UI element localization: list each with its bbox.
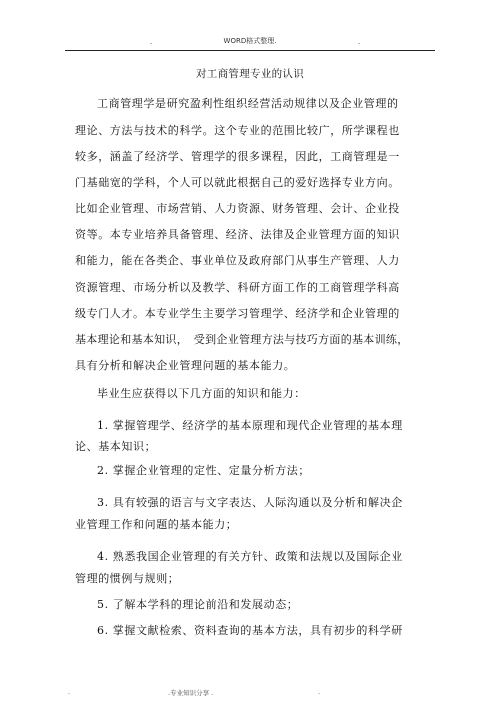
list-item-line: 3. 具有较强的语言与文字表达、人际沟通以及分析和解决企	[97, 496, 403, 509]
body-line: 毕业生应获得以下几方面的知识和能力：	[97, 387, 306, 400]
list-item-line: 6. 掌握文献检索、资料查询的基本方法，具有初步的科学研	[97, 624, 403, 637]
body-line: 理论、方法与技术的科学。这个专业的范围比较广，所学课程也	[75, 124, 400, 137]
list-item-line: 2. 掌握企业管理的定性、定量分析方法；	[97, 464, 310, 477]
body-line: 资源管理、市场分析以及教学、科研方面工作的工商管理学科高	[75, 281, 400, 294]
page-footer	[0, 688, 500, 700]
list-item-line: 1. 掌握管理学、经济学的基本原理和现代企业管理的基本理	[97, 419, 403, 432]
list-item-line: 4. 熟悉我国企业管理的有关方针、政策和法规以及国际企业	[97, 550, 403, 563]
body-line: 级专门人才。本专业学生主要学习管理学、经济学和企业管理的	[75, 307, 400, 320]
body-line: 基本理论和基本知识， 受到企业管理方法与技巧方面的基本训练，	[75, 333, 409, 346]
body-line: 具有分析和解决企业管理问题的基本能力。	[75, 359, 296, 372]
footer-right-mark: .	[318, 688, 321, 696]
body-line: 工商管理学是研究盈利性组织经营活动规律以及企业管理的	[97, 97, 399, 110]
body-line: 和能力，能在各类企、事业单位及政府部门从事生产管理、人力	[75, 254, 400, 267]
body-line: 较多，涵盖了经济学、管理学的很多课程，因此，工商管理是一	[75, 150, 400, 163]
list-item-line: 管理的惯例与规则；	[75, 572, 180, 585]
list-item-line: 5. 了解本学科的理论前沿和发展动态；	[97, 598, 299, 611]
page-header	[0, 36, 500, 50]
header-rule	[65, 50, 435, 51]
header-title: WORD格式整理.	[223, 37, 277, 45]
body-line: 门基础宽的学科，个人可以就此根据自己的爱好选择专业方向。	[75, 176, 400, 189]
footer-text: .专业知识分享 .	[168, 689, 214, 697]
header-right-mark: .	[358, 38, 361, 46]
list-item-line: 业管理工作和问题的基本能力；	[75, 518, 238, 531]
document-title: 对工商管理专业的认识	[196, 68, 304, 80]
body-line: 资等。本专业培养具备管理、经济、法律及企业管理方面的知识	[75, 228, 400, 241]
body-line: 比如企业管理、市场营销、人力资源、财务管理、会计、企业投	[75, 202, 400, 215]
list-item-line: 论、基本知识；	[75, 440, 157, 453]
footer-left-mark: .	[68, 688, 71, 696]
header-left-mark: .	[150, 38, 153, 46]
